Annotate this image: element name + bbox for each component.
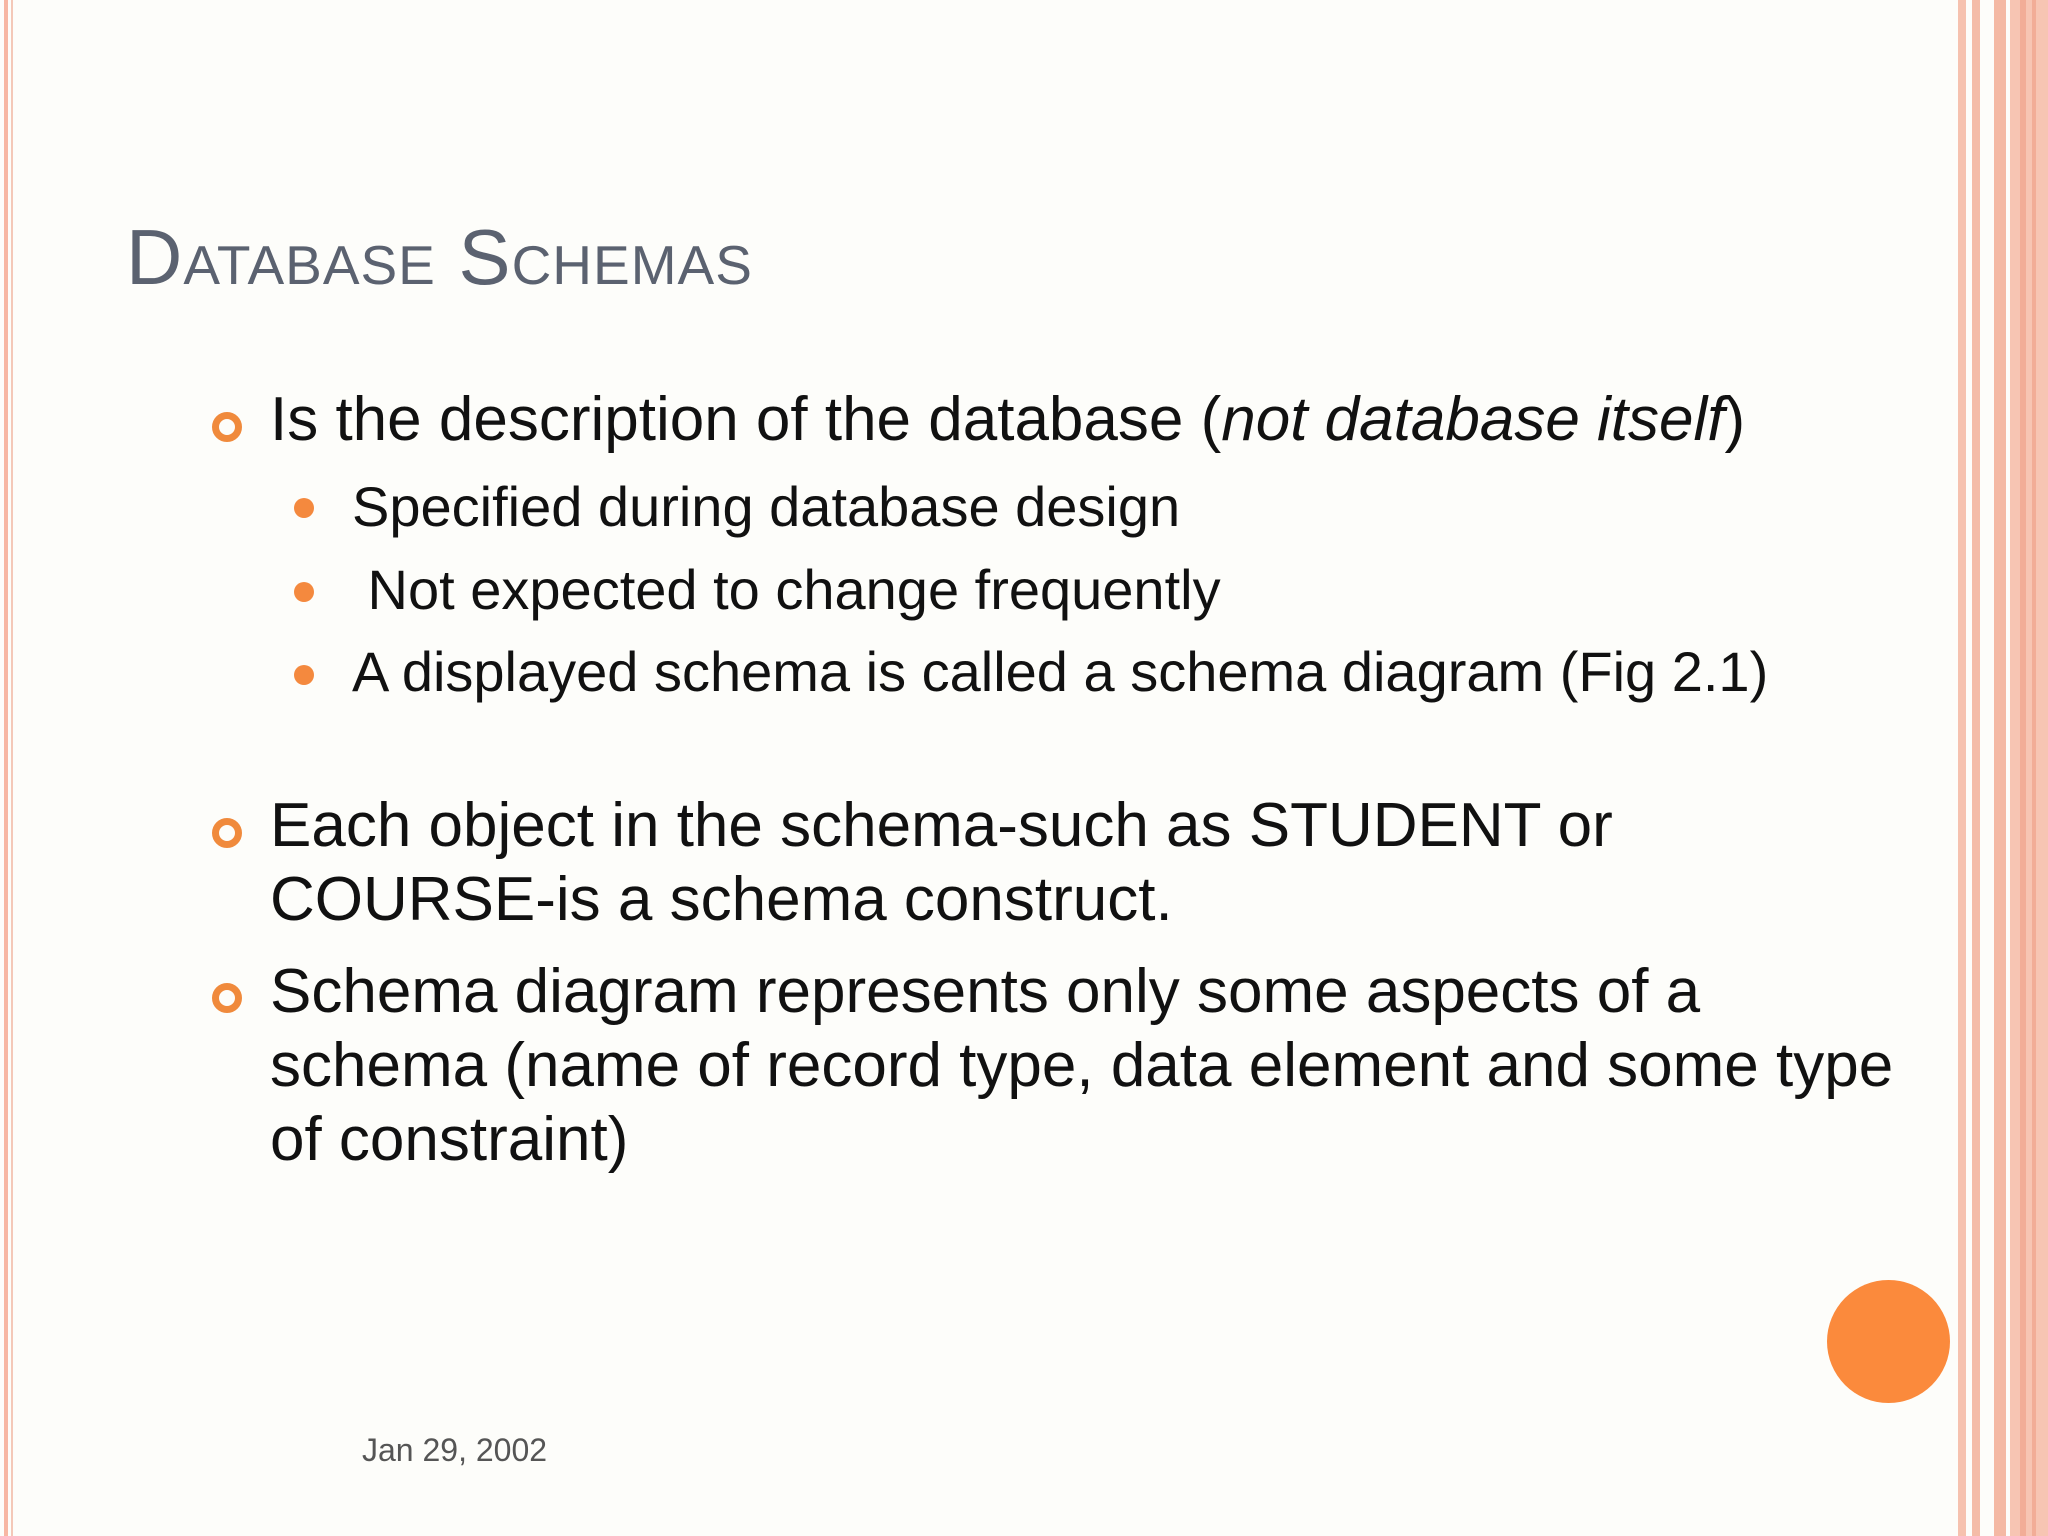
bullet-text-end: ) [1724,385,1746,454]
ring-bullet-icon [212,412,242,442]
slide-title: Database Schemas [126,213,753,301]
sub-bullet-item: Specified during database design [352,475,1181,538]
bullet-item [270,383,1910,457]
sub-bullet-item: A displayed schema is called a schema diagram (Fig 2.1) [352,640,1769,703]
bullet-text-italic: not database itself [1221,385,1725,454]
ring-bullet-icon [212,983,242,1013]
bullet-item: Each object in the schema-such as STUDENT or COURSE-is a schema construct. [270,791,1613,934]
ring-bullet-icon [212,818,242,848]
dot-bullet-icon [294,582,314,602]
bullet-item: Schema diagram represents only some aspects of a schema (name of record type, data element and some type of constraint) [270,957,1894,1174]
sub-bullet-item: Not expected to change frequently [352,558,1221,621]
footer-date: Jan 29, 2002 [362,1432,548,1468]
bullet-text: Is the description of the database ( [270,385,1222,454]
dot-bullet-icon [294,665,314,685]
dot-bullet-icon [294,498,314,518]
orange-circle-decoration [1827,1280,1950,1403]
